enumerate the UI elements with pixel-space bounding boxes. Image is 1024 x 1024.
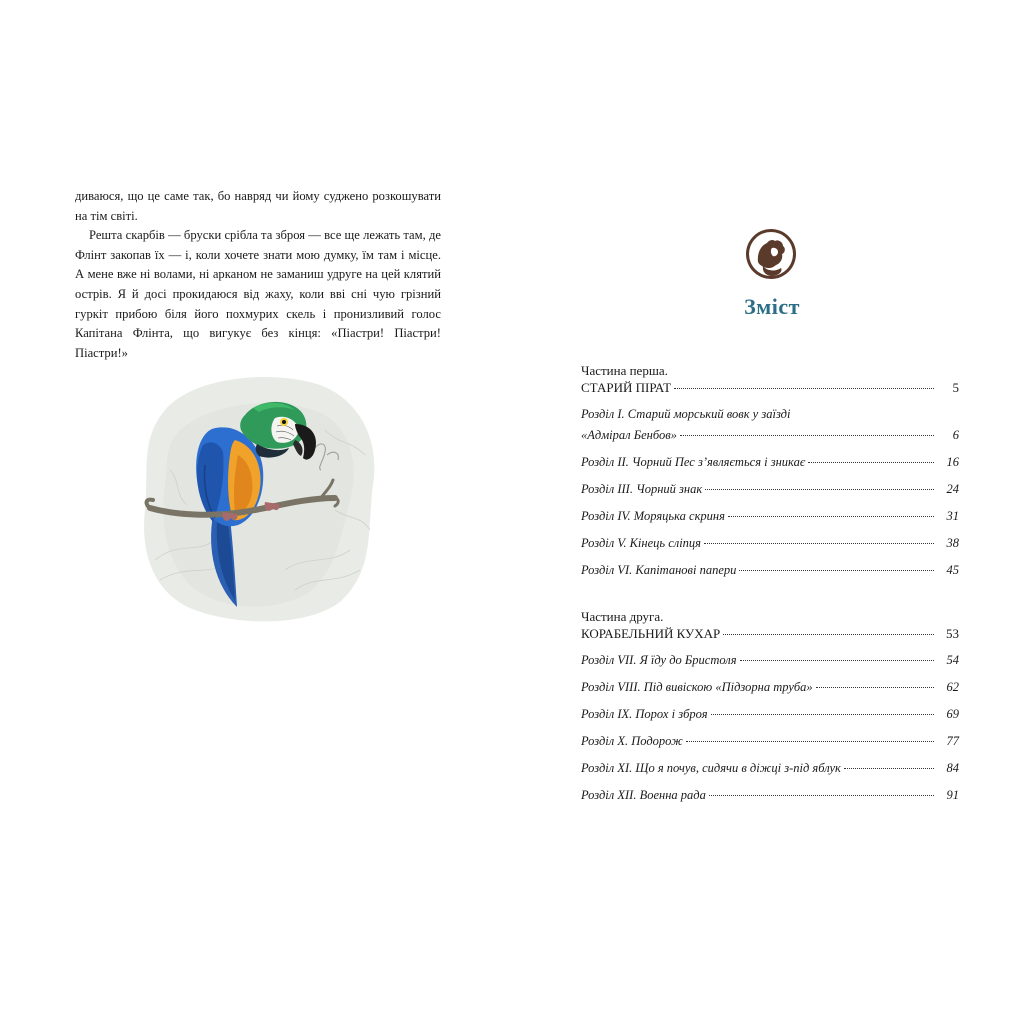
toc-entry-chapter-8[interactable]	[581, 679, 959, 696]
toc-entry-title: Розділ X. Подорож	[581, 734, 683, 748]
paragraph-2: Решта скарбів — бруски срібла та зброя — все ще лежать там, де Флінт закопав їх — і, коли хочете знати мою думку, їм там і місце. А мене вже ні волами, ні арканом не заманиш удруге на цей клятий острів. Я й досі прокидаюся від жаху, коли вві сні чую грізний гуркіт прибою біля його похмурих скель і пронизливий голос Капітана Флінта, що вигукує без кінця: «Піастри! Піастри! Піастри!»	[75, 228, 441, 360]
paragraph-1: диваюся, що це саме так, бо навряд чи йому суджено розкошувати на тім світі.	[75, 189, 441, 223]
toc-entry-chapter-4[interactable]	[581, 508, 959, 525]
toc-entry-page: 24	[946, 482, 959, 496]
toc-entry-chapter-2[interactable]	[581, 454, 959, 471]
table-of-contents	[581, 362, 959, 804]
dot-leader	[709, 795, 934, 796]
toc-entry-chapter-10[interactable]	[581, 733, 959, 750]
dot-leader	[728, 516, 934, 517]
toc-entry-title: Розділ IV. Моряцька скриня	[581, 509, 725, 523]
toc-entry-part-two[interactable]	[581, 625, 959, 642]
toc-entry-title: Розділ IX. Порох і зброя	[581, 707, 708, 721]
toc-entry-page: 16	[946, 455, 959, 469]
part-one-label: Частина перша.	[581, 363, 668, 378]
toc-entry-page: 69	[946, 707, 959, 721]
dot-leader	[704, 543, 934, 544]
dot-leader	[739, 570, 934, 571]
toc-entry-chapter-6[interactable]	[581, 562, 959, 579]
toc-entry-page: 38	[946, 536, 959, 550]
toc-entry-page: 53	[946, 626, 959, 641]
toc-entry-chapter-9[interactable]	[581, 706, 959, 723]
toc-entry-title: КОРАБЕЛЬНИЙ КУХАР	[581, 626, 721, 641]
toc-entry-title: Розділ XII. Военна рада	[581, 788, 706, 802]
pirate-silhouette-emblem	[745, 228, 797, 280]
toc-entry-part-one[interactable]	[581, 379, 959, 396]
toc-entry-page: 45	[946, 563, 959, 577]
toc-entry-page: 84	[946, 761, 959, 775]
dot-leader	[844, 768, 934, 769]
toc-entry-page: 54	[946, 653, 959, 667]
toc-entry-title: Розділ III. Чорний знак	[581, 482, 703, 496]
toc-entry-title: «Адмірал Бенбов»	[581, 428, 677, 442]
toc-entry-title: СТАРИЙ ПІРАТ	[581, 380, 672, 395]
dot-leader	[816, 687, 934, 688]
dot-leader	[705, 489, 934, 490]
dot-leader	[723, 634, 934, 635]
chapter-one-title-line1[interactable]: Розділ I. Старий морський вовк у заїзді	[581, 407, 791, 421]
toc-title: Зміст	[744, 294, 800, 319]
dot-leader	[740, 660, 934, 661]
dot-leader	[808, 462, 934, 463]
dot-leader	[680, 435, 934, 436]
toc-entry-page: 5	[952, 380, 959, 395]
toc-entry-page: 77	[946, 734, 959, 748]
dot-leader	[686, 741, 934, 742]
toc-entry-chapter-1[interactable]	[581, 427, 959, 444]
toc-entry-chapter-3[interactable]	[581, 481, 959, 498]
toc-entry-page: 62	[946, 680, 959, 694]
toc-entry-title: Розділ VI. Капітанові папери	[581, 563, 737, 577]
toc-entry-chapter-11[interactable]	[581, 760, 959, 777]
toc-entry-title: Розділ XI. Що я почув, сидячи в діжці з-під яблук	[581, 761, 841, 775]
dot-leader	[711, 714, 934, 715]
toc-entry-page: 31	[946, 509, 959, 523]
toc-entry-title: Розділ VII. Я їду до Бристоля	[581, 653, 737, 667]
part-two-label: Частина друга.	[581, 609, 664, 624]
dot-leader	[674, 388, 934, 389]
toc-entry-title: Розділ V. Кінець сліпця	[581, 536, 701, 550]
body-text	[75, 187, 441, 363]
toc-entry-chapter-7[interactable]	[581, 652, 959, 669]
right-page	[512, 0, 1024, 1024]
toc-entry-chapter-5[interactable]	[581, 535, 959, 552]
toc-entry-page: 91	[946, 788, 959, 802]
parrot-illustration	[135, 370, 380, 628]
toc-entry-page: 6	[952, 428, 959, 442]
toc-entry-chapter-12[interactable]	[581, 787, 959, 804]
toc-entry-title: Розділ II. Чорний Пес з’являється і зникає	[581, 455, 806, 469]
toc-entry-title: Розділ VIII. Під вивіскою «Підзорна труба»	[581, 680, 813, 694]
